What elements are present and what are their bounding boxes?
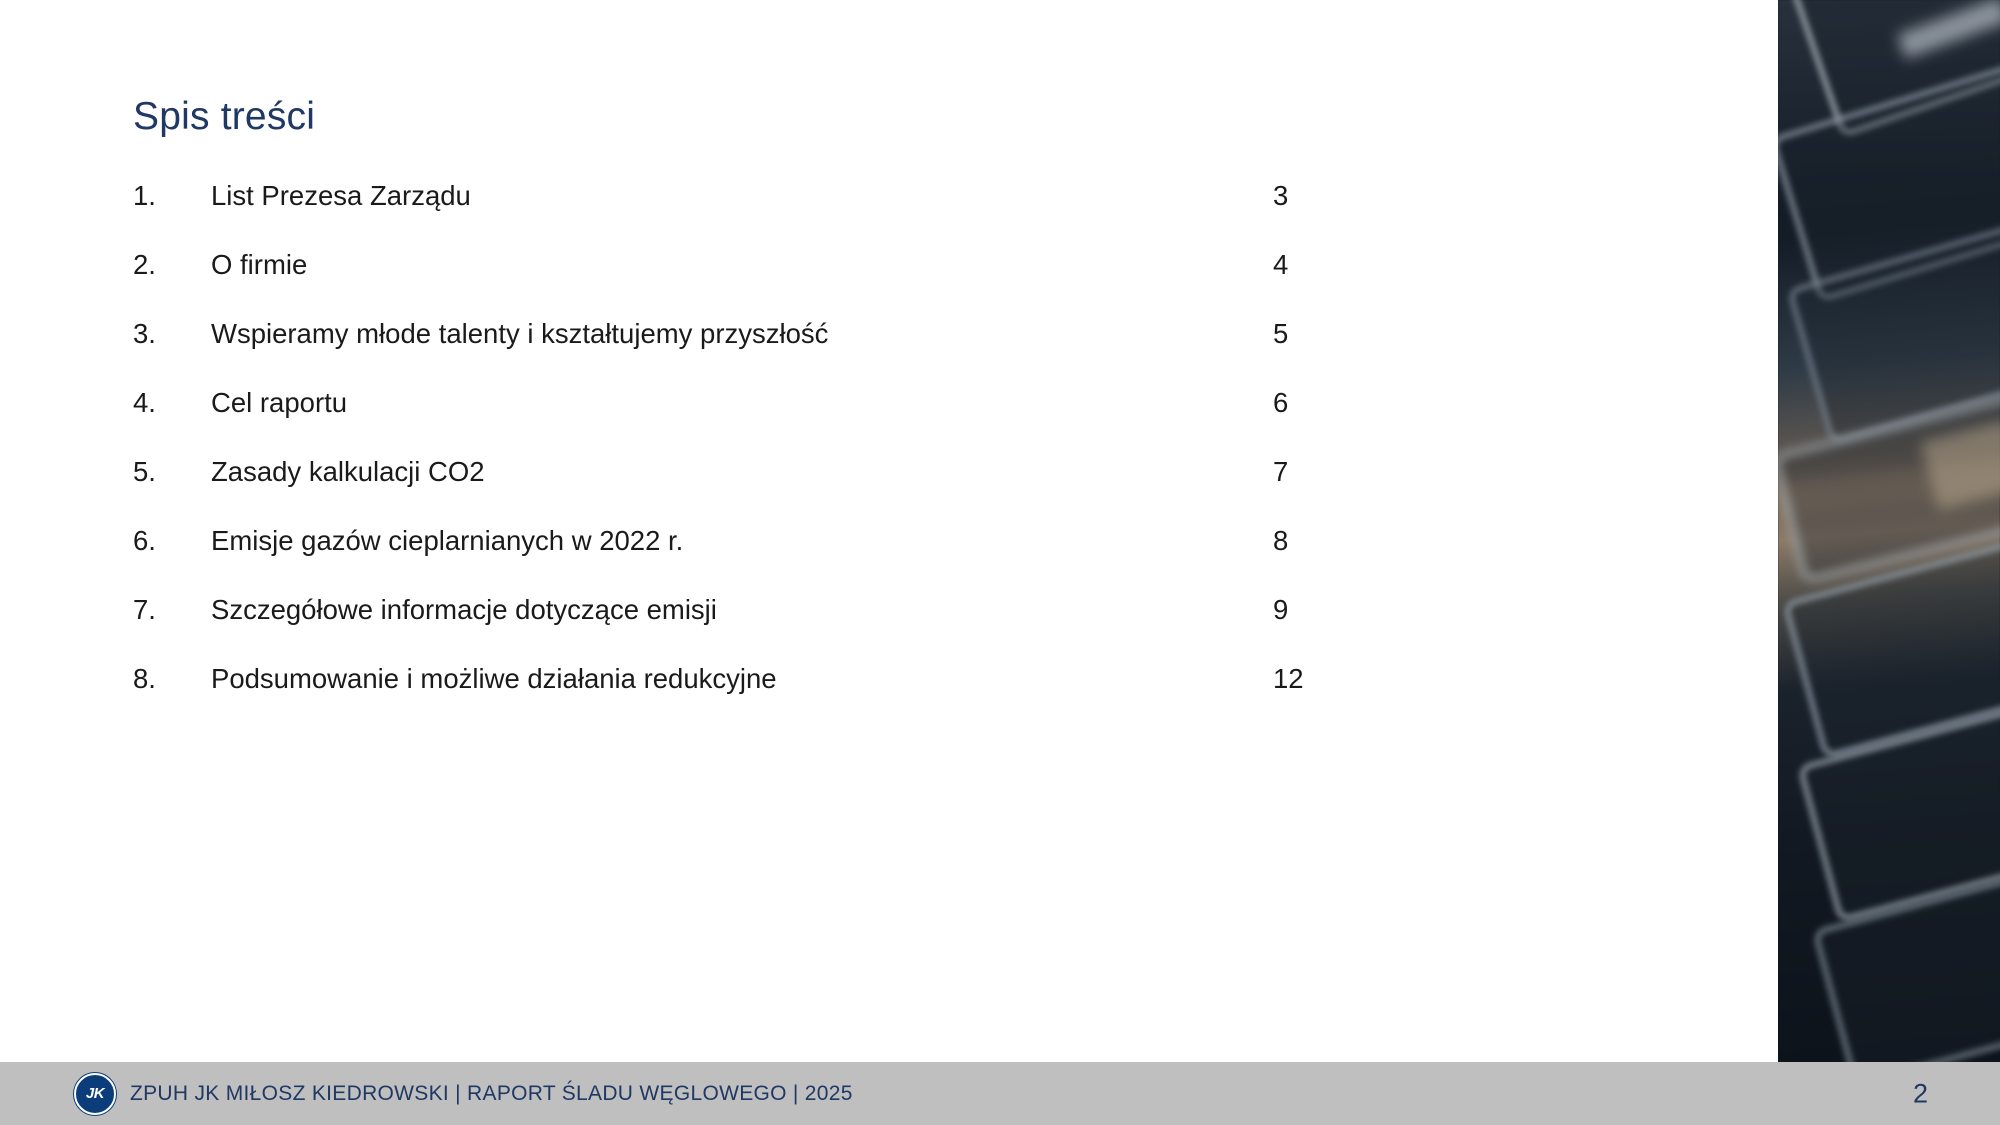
page-title: Spis treści [133,95,316,138]
toc-entry-label: Cel raportu [211,387,348,418]
toc-entry-label: O firmie [211,249,308,280]
toc-entry-page: 12 [1273,663,1304,694]
toc-entry-number: 5. [133,456,156,487]
toc-entry-label: List Prezesa Zarządu [211,180,471,211]
toc-entry[interactable] [133,180,1403,249]
toc-entry[interactable] [133,663,1403,732]
toc-entry-page: 8 [1273,525,1289,556]
toc-entry-number: 3. [133,318,156,349]
slide-footer [0,1062,2000,1125]
toc-entry-number: 2. [133,249,156,280]
page-number: 2 [1912,1078,1928,1108]
toc-entry[interactable] [133,456,1403,525]
toc-entry-number: 1. [133,180,156,211]
toc-entry-number: 8. [133,663,156,694]
toc-entry-page: 9 [1273,594,1289,625]
toc-entry[interactable] [133,318,1403,387]
toc-entry-page: 5 [1273,318,1289,349]
table-of-contents [133,180,1403,732]
toc-entry-page: 4 [1273,249,1289,280]
toc-entry[interactable] [133,594,1403,663]
footer-text: ZPUH JK MIŁOSZ KIEDROWSKI | RAPORT ŚLADU WĘGLOWEGO | 2025 [130,1081,853,1105]
toc-entry-label: Podsumowanie i możliwe działania redukcyjne [211,663,777,694]
toc-entry-number: 4. [133,387,156,418]
toc-entry[interactable] [133,525,1403,594]
toc-entry[interactable] [133,249,1403,318]
toc-entry-number: 6. [133,525,156,556]
toc-entry-page: 6 [1273,387,1289,418]
toc-entry-page: 3 [1273,180,1289,211]
toc-entry-label: Zasady kalkulacji CO2 [211,456,485,487]
toc-entry-label: Szczegółowe informacje dotyczące emisji [211,594,717,625]
toc-entry-label: Emisje gazów cieplarnianych w 2022 r. [211,525,684,556]
toc-entry-page: 7 [1273,456,1289,487]
company-logo-icon: JK [74,1073,116,1115]
decorative-photo-strip [1778,0,2000,1062]
toc-entry-label: Wspieramy młode talenty i kształtujemy przyszłość [211,318,829,349]
toc-entry-number: 7. [133,594,156,625]
toc-entry[interactable] [133,387,1403,456]
